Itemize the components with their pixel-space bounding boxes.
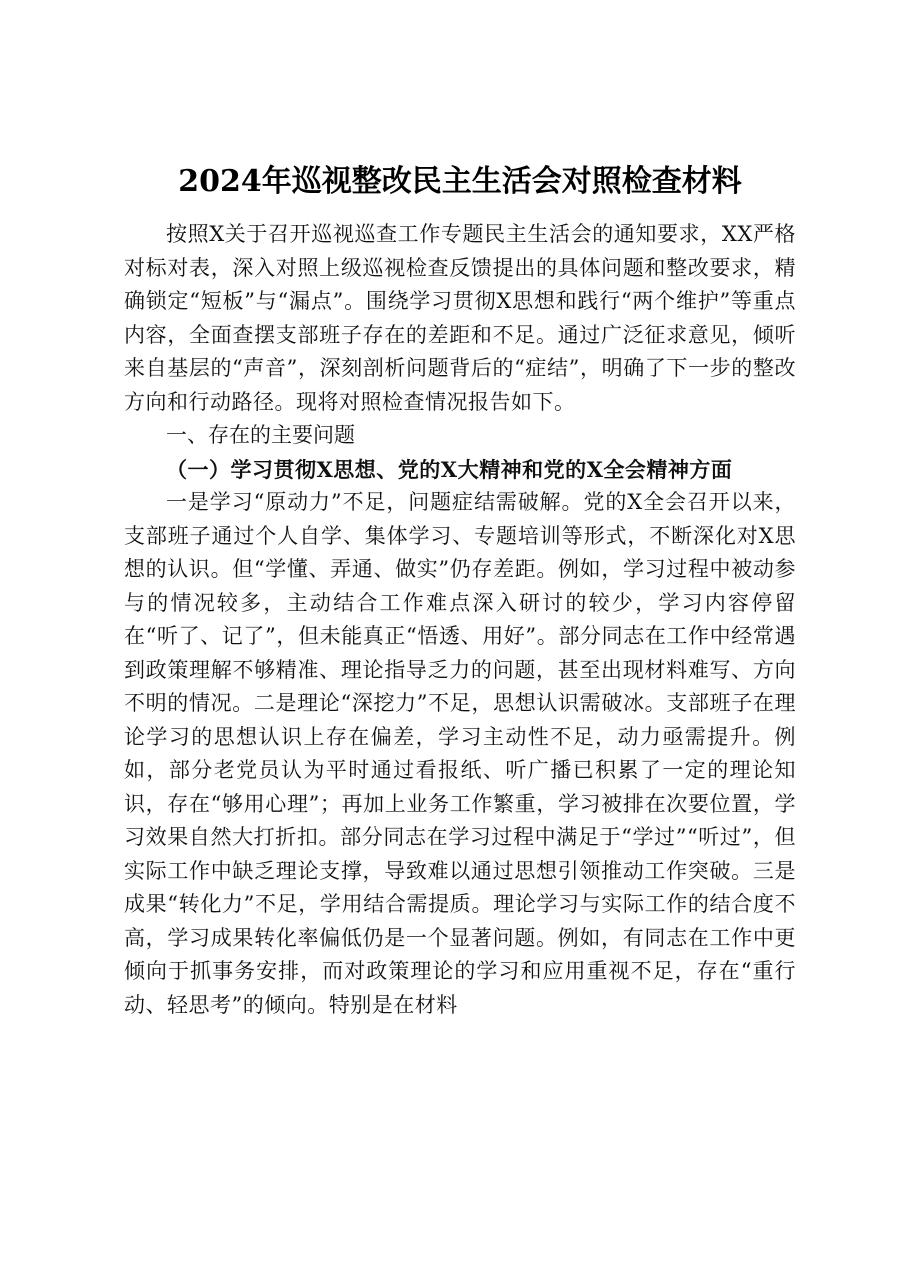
- intro-paragraph: 按照X关于召开巡视巡查工作专题民主生活会的通知要求，XX严格对标对表，深入对照上级巡视检查反馈提出的具体问题和整改要求，精确锁定“短板”与“漏点”。围绕学习贯彻X思想和践行“两个维护”等重点内容，全面查摆支部班子存在的差距和不足。通过广泛征求意见，倾听来自基层的“声音”，深刻剖析问题背后的“症结”，明确了下一步的整改方向和行动路径。现将对照检查情况报告如下。: [124, 222, 796, 414]
- subsection-heading: （一）学习贯彻X思想、党的X大精神和党的X全会精神方面: [166, 456, 733, 482]
- document-page: [124, 160, 796, 1022]
- body-paragraph: 一是学习“原动力”不足，问题症结需破解。党的X全会召开以来，支部班子通过个人自学、集体学习、专题培训等形式，不断深化对X思想的认识。但“学懂、弄通、做实”仍存差距。例如，学习过程中被动参与的情况较多，主动结合工作难点深入研讨的较少，学习内容停留在“听了、记了”，但未能真正“悟透、用好”。部分同志在工作中经常遇到政策理解不够精准、理论指导乏力的问题，甚至出现材料难写、方向不明的情况。二是理论“深挖力”不足，思想认识需破冰。支部班子在理论学习的思想认识上存在偏差，学习主动性不足，动力亟需提升。例如，部分老党员认为平时通过看报纸、听广播已积累了一定的理论知识，存在“够用心理”；再加上业务工作繁重，学习被排在次要位置，学习效果自然大打折扣。部分同志在学习过程中满足于“学过”“听过”，但实际工作中缺乏理论支撑，导致难以通过思想引领推动工作突破。三是成果“转化力”不足，学用结合需提质。理论学习与实际工作的结合度不高，学习成果转化率偏低仍是一个显著问题。例如，有同志在工作中更倾向于抓事务安排，而对政策理论的学习和应用重视不足，存在“重行动、轻思考”的倾向。特别是在材料: [124, 490, 796, 1017]
- document-title: 2024年巡视整改民主生活会对照检查材料: [178, 164, 742, 199]
- section-heading: 一、存在的主要问题: [166, 423, 355, 447]
